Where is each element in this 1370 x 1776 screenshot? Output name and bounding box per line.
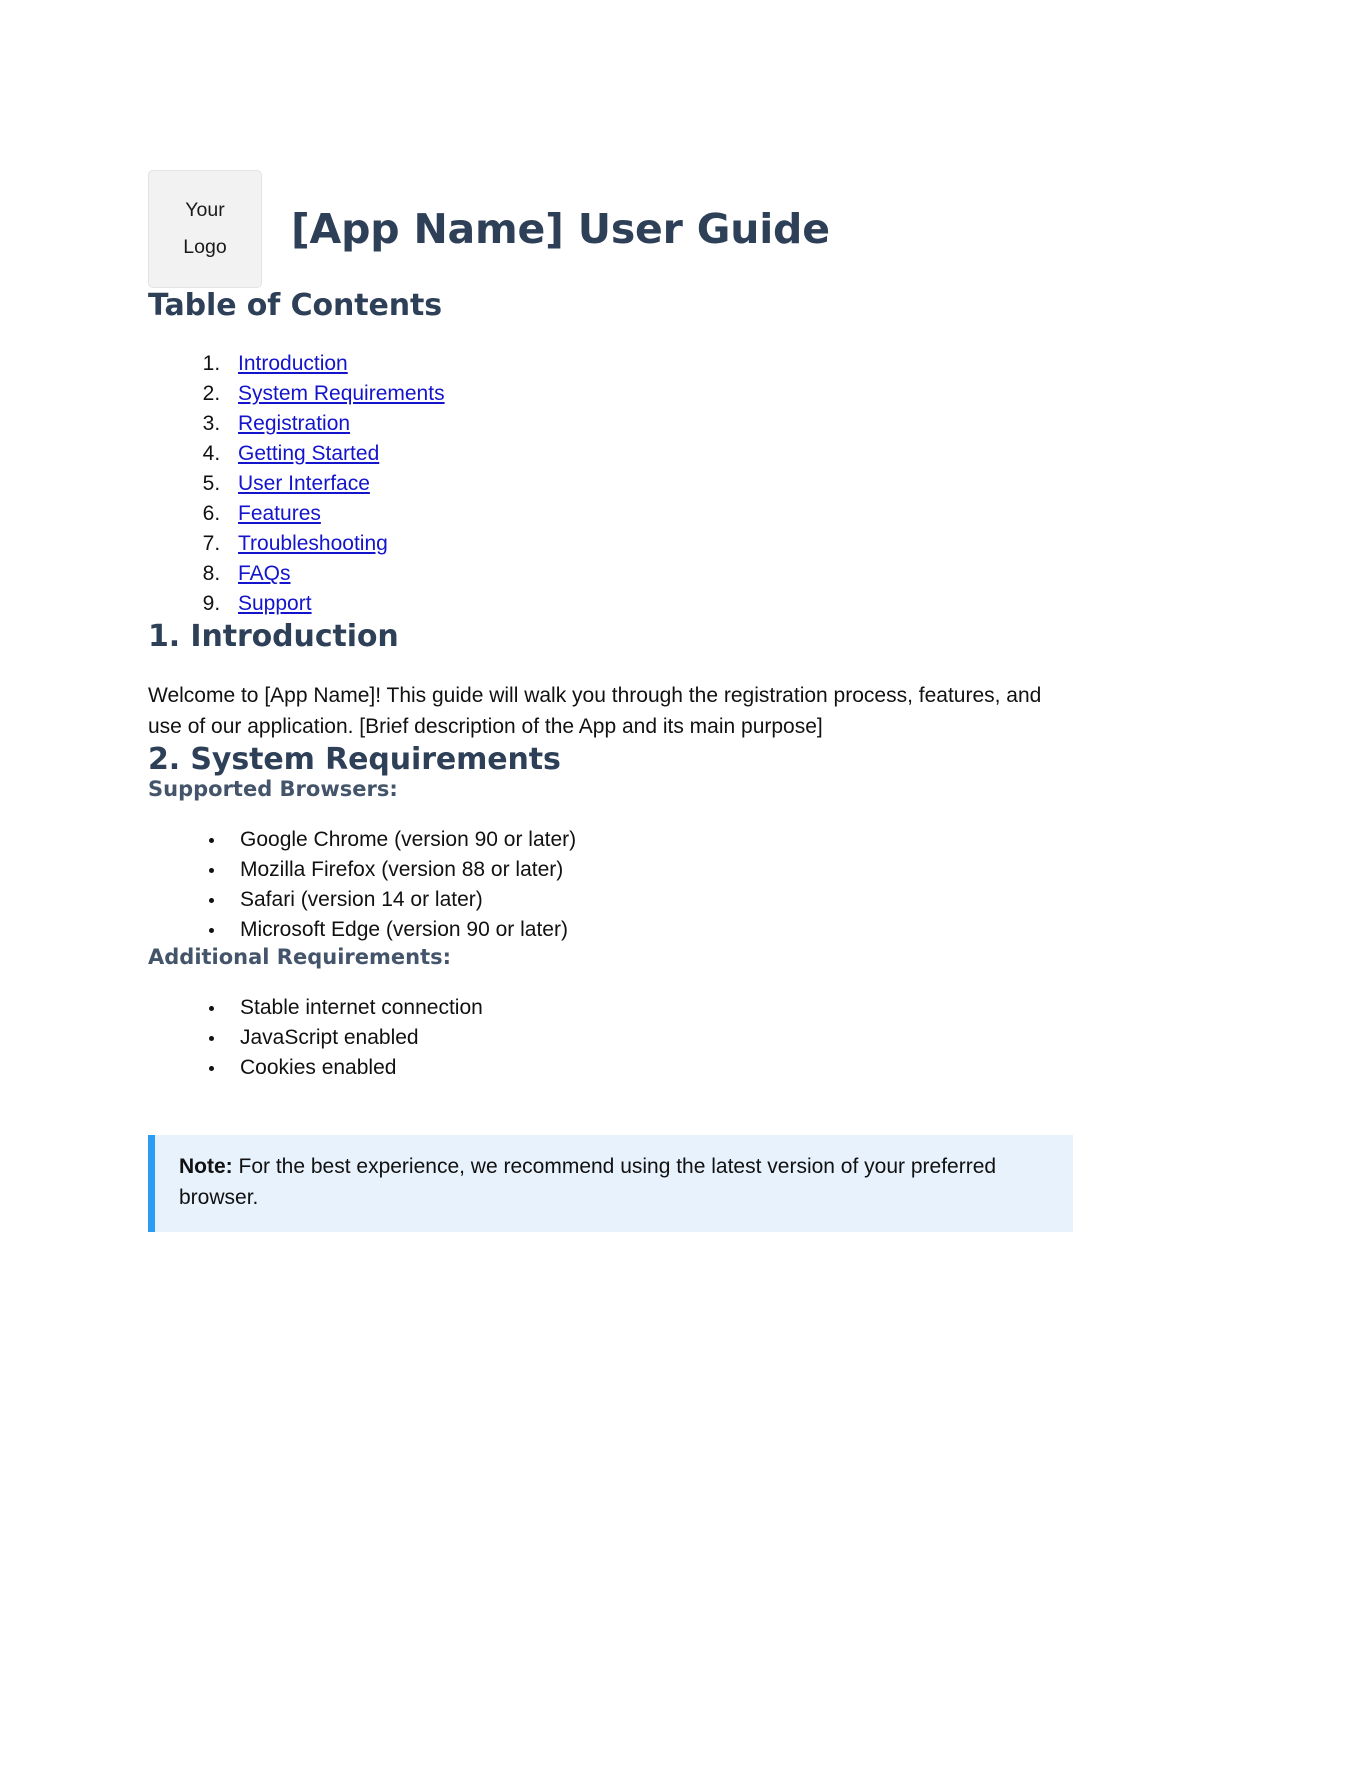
list-item — [226, 379, 1218, 409]
list-item: • JavaScript enabled — [226, 1023, 1218, 1053]
toc-link-introduction[interactable]: Introduction — [238, 352, 348, 375]
supported-browsers-list — [148, 825, 1218, 945]
list-item — [226, 439, 1218, 469]
toc-link-getting-started[interactable]: Getting Started — [238, 442, 380, 466]
page-title: [App Name] User Guide — [291, 205, 830, 253]
list-item — [226, 529, 1218, 559]
logo-placeholder — [148, 170, 262, 288]
list-item: • Microsoft Edge (version 90 or later) — [226, 915, 1218, 945]
note-label: Note: — [179, 1155, 233, 1179]
table-of-contents-list — [148, 349, 1218, 619]
note-callout — [148, 1135, 1073, 1232]
note-text: For the best experience, we recommend using the latest version of your preferred browser. — [179, 1155, 997, 1209]
list-item: • Stable internet connection — [226, 993, 1218, 1023]
section-heading-introduction: 1. Introduction — [148, 619, 399, 655]
list-item — [226, 589, 1218, 619]
list-item — [226, 469, 1218, 499]
logo-line-2: Logo — [183, 236, 227, 258]
table-of-contents-heading: Table of Contents — [148, 288, 443, 323]
toc-link-user-interface[interactable]: User Interface — [238, 472, 370, 496]
toc-link-troubleshooting[interactable]: Troubleshooting — [238, 532, 388, 556]
list-item: • Safari (version 14 or later) — [226, 885, 1218, 915]
toc-link-support[interactable]: Support — [238, 592, 312, 616]
section-heading-system-requirements: 2. System Requirements — [148, 742, 561, 778]
toc-link-features[interactable]: Features — [238, 502, 321, 526]
list-item — [226, 499, 1218, 529]
toc-link-registration[interactable]: Registration — [238, 412, 351, 436]
list-item: • Mozilla Firefox (version 88 or later) — [226, 855, 1218, 885]
toc-link-system-requirements[interactable]: System Requirements — [238, 382, 445, 406]
document-content — [148, 0, 1218, 1232]
list-item — [226, 559, 1218, 589]
subheading-supported-browsers: Supported Browsers: — [148, 777, 398, 802]
additional-requirements-list — [148, 993, 1218, 1083]
list-item: • Cookies enabled — [226, 1053, 1218, 1083]
list-item: • Google Chrome (version 90 or later) — [226, 825, 1218, 855]
document-header — [148, 0, 1218, 288]
list-item — [226, 349, 1218, 379]
toc-link-faqs[interactable]: FAQs — [238, 562, 291, 586]
introduction-paragraph: Welcome to [App Name]! This guide will walk you through the registration process, features, and use of our application. [Brief description of the App and its main purpose] — [148, 684, 1042, 738]
subheading-additional-requirements: Additional Requirements: — [148, 945, 452, 970]
logo-line-1: Your — [185, 198, 225, 221]
list-item — [226, 409, 1218, 439]
